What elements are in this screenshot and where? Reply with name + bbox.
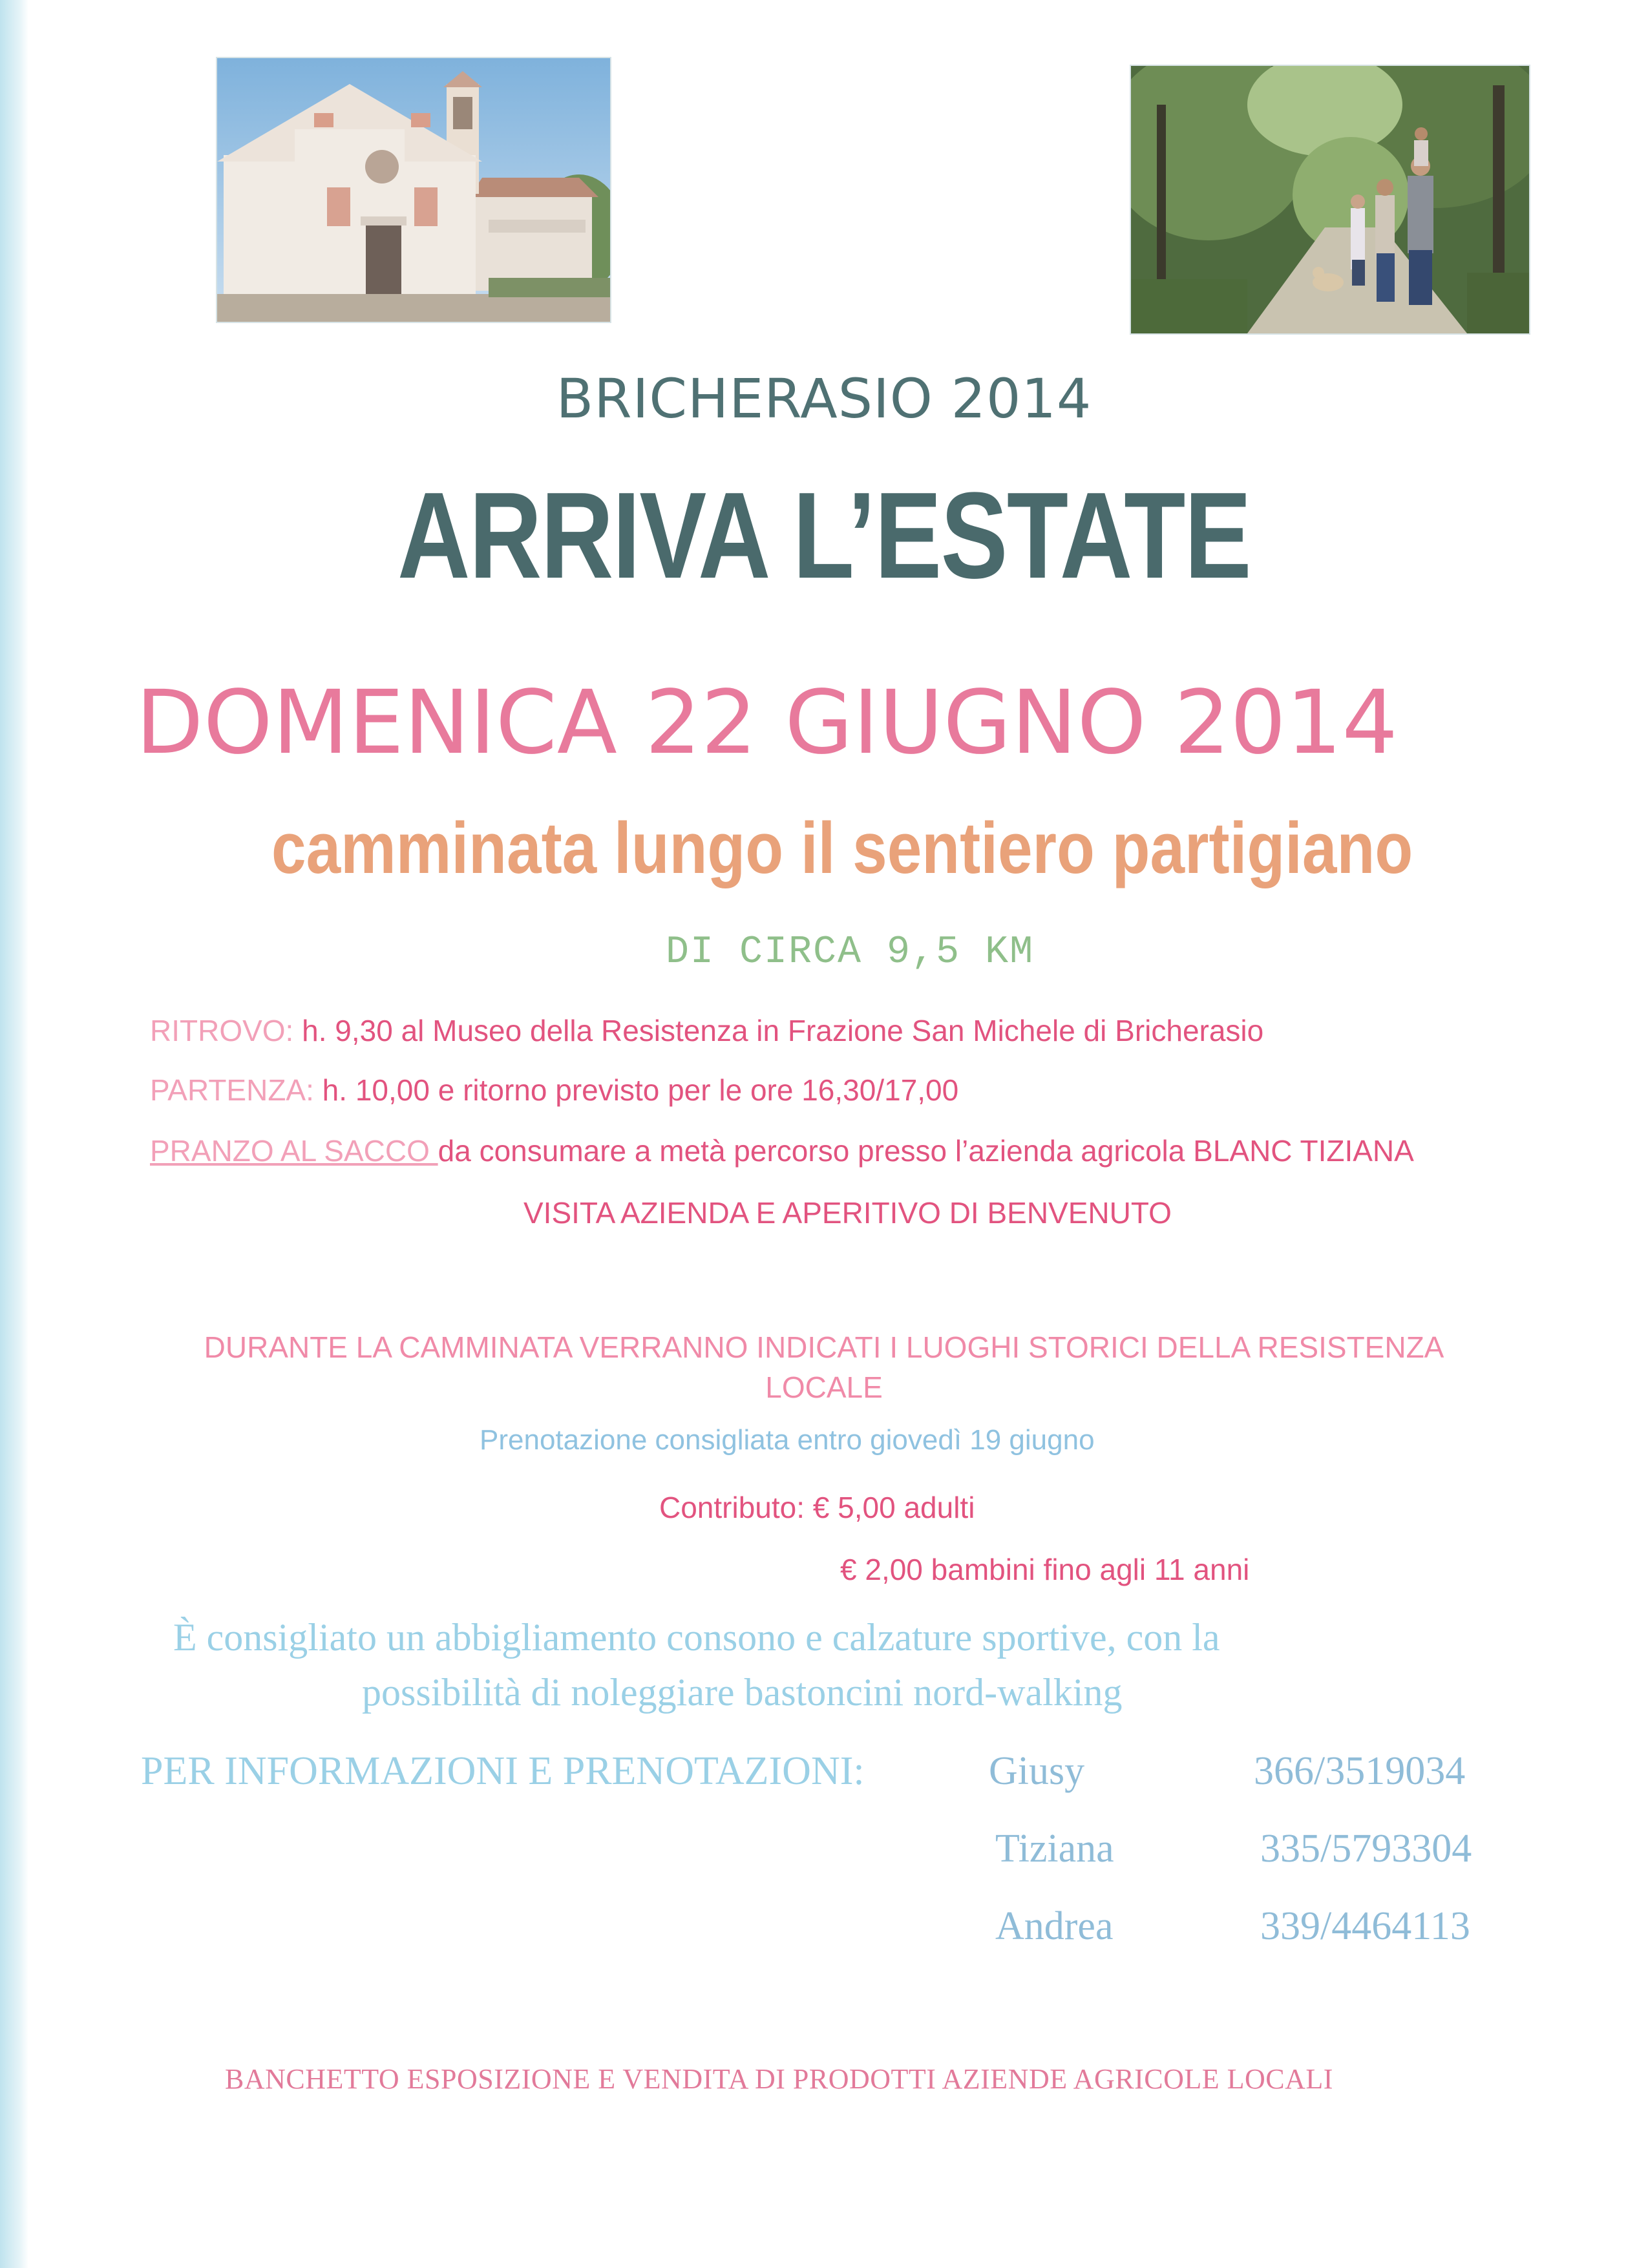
scan-edge [0,0,28,2268]
contact-phone: 366/3519034 [1254,1749,1466,1793]
event-date: DOMENICA 22 GIUGNO 2014 [136,672,1398,774]
pranzo-text: da consumare a metà percorso presso l’azienda agricola BLANC TIZIANA [438,1134,1414,1168]
family-walk-photo [1130,65,1530,335]
durante-line-2: LOCALE [765,1370,883,1404]
event-title: ARRIVA L’ESTATE [397,467,1251,604]
ritrovo-text: h. 9,30 al Museo della Resistenza in Frazione San Michele di Bricherasio [293,1014,1264,1047]
ritrovo-label: RITROVO: [150,1014,294,1047]
clothing-note-line-2: possibilità di noleggiare bastoncini nord-walking [362,1671,1123,1714]
contact-name: Tiziana [995,1827,1114,1871]
fee-children: € 2,00 bambini fino agli 11 anni [840,1553,1250,1586]
contact-phone: 339/4464113 [1260,1904,1470,1948]
walk-distance: DI CIRCA 9,5 KM [666,930,1035,974]
partenza-text: h. 10,00 e ritorno previsto per le ore 16,30/17,00 [313,1073,959,1107]
contacts-label: PER INFORMAZIONI E PRENOTAZIONI: [141,1749,865,1793]
pranzo-line [150,1133,1414,1168]
clothing-note-line-1: È consigliato un abbigliamento consono e calzature sportive, con la [173,1616,1220,1659]
visita-line: VISITA AZIENDA E APERITIVO DI BENVENUTO [523,1196,1172,1230]
partenza-line [150,1073,958,1108]
church-photo [216,57,611,323]
contact-name: Andrea [995,1904,1114,1948]
durante-line-1: DURANTE LA CAMMINATA VERRANNO INDICATI I LUOGHI STORICI DELLA RESISTENZA [204,1330,1444,1364]
fee-adults: Contributo: € 5,00 adulti [659,1491,975,1524]
event-subtitle: camminata lungo il sentiero partigiano [271,808,1413,888]
booking-note: Prenotazione consigliata entro giovedì 19 giugno [480,1424,1095,1456]
partenza-label: PARTENZA: [150,1073,314,1107]
pranzo-label: PRANZO AL SACCO [150,1134,438,1168]
town-year-heading: BRICHERASIO 2014 [556,367,1092,430]
contact-phone: 335/5793304 [1260,1827,1472,1871]
durante-note [0,1327,1648,1407]
market-stall-note: BANCHETTO ESPOSIZIONE E VENDITA DI PRODOTTI AZIENDE AGRICOLE LOCALI [225,2063,1333,2095]
ritrovo-line [150,1013,1263,1048]
contact-name: Giusy [989,1749,1085,1793]
